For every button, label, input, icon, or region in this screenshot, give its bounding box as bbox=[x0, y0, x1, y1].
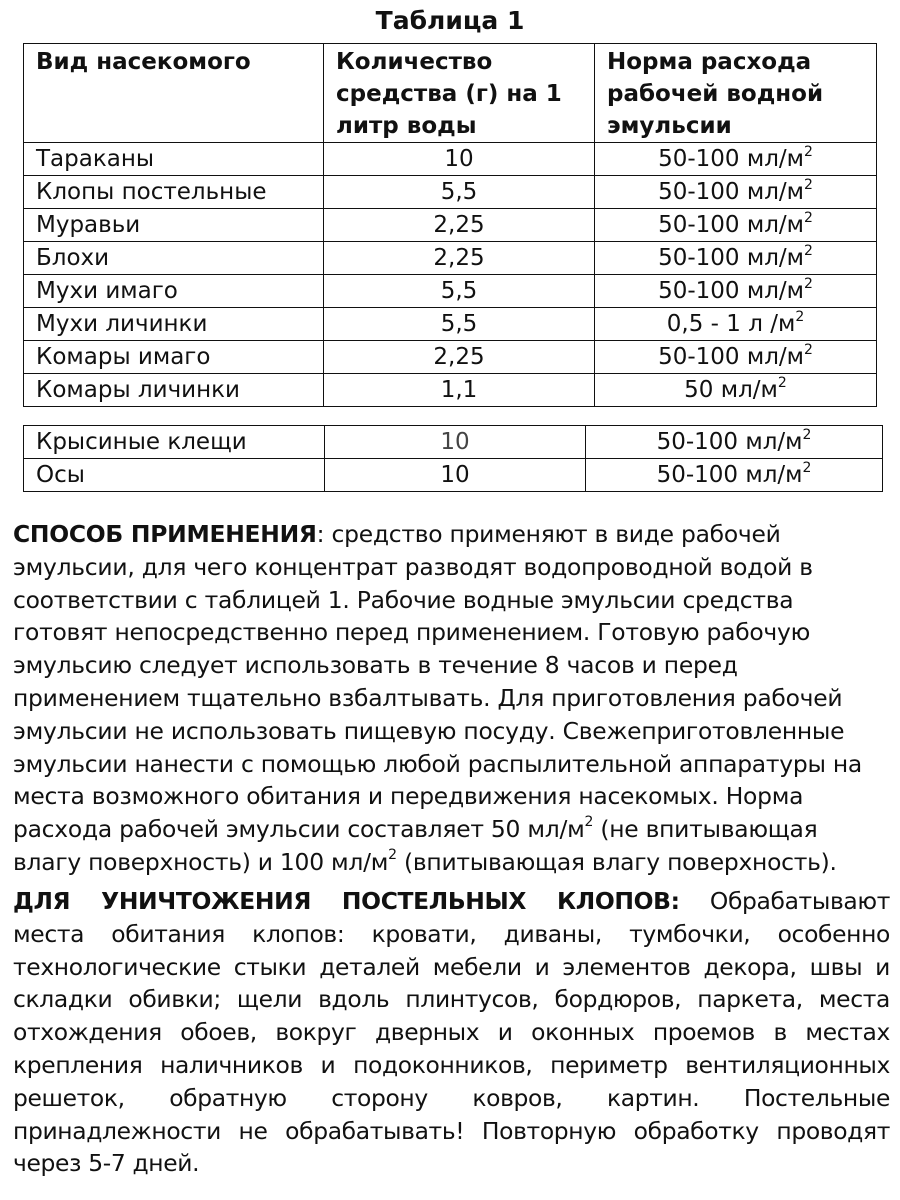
paragraph-line bbox=[13, 846, 837, 879]
line-text: (впитывающая влагу поверхность). bbox=[396, 847, 837, 876]
paragraph-line: места возможного обитания и передвижения насекомых. Норма bbox=[13, 782, 804, 811]
rate-value: 50-100 мл/м bbox=[656, 462, 803, 488]
insect-cell: Тараканы bbox=[24, 143, 324, 176]
insect-cell: Комары личинки bbox=[24, 374, 324, 407]
header-rate: Норма расхода рабочей водной эмульсии bbox=[595, 44, 877, 143]
rate-superscript: 2 bbox=[804, 210, 813, 226]
insect-cell: Клопы постельные bbox=[24, 176, 324, 209]
insect-cell: Мухи личинки bbox=[24, 308, 324, 341]
superscript: 2 bbox=[584, 814, 594, 831]
rate-cell bbox=[595, 176, 877, 209]
dosage-table-continued bbox=[23, 425, 883, 492]
amount-cell: 2,25 bbox=[324, 341, 595, 374]
rate-value: 50-100 мл/м bbox=[658, 245, 804, 271]
table-row bbox=[24, 143, 877, 176]
rate-value: 50-100 мл/м bbox=[658, 278, 804, 304]
paragraph-line: через 5-7 дней. bbox=[13, 1149, 200, 1178]
paragraph-line: эмульсии, для чего концентрат разводят водопроводной водой в bbox=[13, 552, 813, 581]
dosage-table bbox=[23, 43, 877, 407]
paragraph-line: складки обивки; щели вдоль плинтусов, бордюров, паркета, места bbox=[13, 985, 890, 1014]
table-row bbox=[24, 341, 877, 374]
rate-superscript: 2 bbox=[804, 342, 813, 358]
paragraph-line: применением тщательно взбалтывать. Для приготовления рабочей bbox=[13, 683, 843, 712]
rate-value: 50-100 мл/м bbox=[658, 179, 804, 205]
amount-cell: 2,25 bbox=[324, 209, 595, 242]
rate-cell bbox=[595, 143, 877, 176]
line-text: Обрабатывают bbox=[679, 887, 890, 915]
bedbug-treatment-paragraph bbox=[13, 885, 890, 1180]
paragraph-line: решеток, обратную сторону ковров, картин. Постельные bbox=[13, 1083, 890, 1112]
table-row bbox=[24, 176, 877, 209]
superscript: 2 bbox=[388, 846, 397, 863]
amount-cell: 2,25 bbox=[324, 242, 595, 275]
rate-superscript: 2 bbox=[802, 427, 812, 443]
header-amount: Количество средства (г) на 1 литр воды bbox=[324, 44, 595, 143]
amount-cell: 10 bbox=[324, 143, 595, 176]
rate-superscript: 2 bbox=[804, 177, 813, 193]
insect-cell: Мухи имаго bbox=[24, 275, 324, 308]
paragraph-line bbox=[13, 518, 781, 551]
paragraph-line: эмульсии не использовать пищевую посуду. Свежеприготовленные bbox=[13, 716, 845, 745]
rate-cell bbox=[595, 275, 877, 308]
header-insect-type: Вид насекомого bbox=[24, 44, 324, 143]
line-text: расхода рабочей эмульсии составляет 50 мл/м bbox=[13, 815, 585, 844]
rate-cell bbox=[595, 308, 877, 341]
rate-superscript: 2 bbox=[804, 276, 813, 292]
table-row bbox=[24, 374, 877, 407]
rate-cell bbox=[595, 341, 877, 374]
rate-cell bbox=[595, 209, 877, 242]
paragraph-line: отхождения обоев, вокруг дверных и оконных проемов в местах bbox=[13, 1018, 890, 1047]
amount-cell: 5,5 bbox=[324, 308, 595, 341]
insect-cell: Муравьи bbox=[24, 209, 324, 242]
rate-value: 50-100 мл/м bbox=[658, 146, 804, 172]
section-heading: СПОСОБ ПРИМЕНЕНИЯ bbox=[13, 520, 317, 548]
insect-cell: Крысиные клещи bbox=[24, 426, 325, 459]
paragraph-line bbox=[13, 813, 817, 846]
rate-cell bbox=[586, 459, 883, 492]
rate-value: 0,5 - 1 л /м bbox=[666, 311, 796, 337]
amount-cell: 10 bbox=[325, 426, 586, 459]
rate-superscript: 2 bbox=[777, 375, 787, 391]
rate-cell bbox=[595, 242, 877, 275]
paragraph-line: эмульсию следует использовать в течение 8 часов и перед bbox=[13, 651, 738, 680]
paragraph-line: готовят непосредственно перед применением. Готовую рабочую bbox=[13, 618, 811, 647]
rate-cell bbox=[586, 426, 883, 459]
table-row bbox=[24, 308, 877, 341]
amount-cell: 5,5 bbox=[324, 275, 595, 308]
rate-superscript: 2 bbox=[795, 309, 805, 325]
rate-value: 50-100 мл/м bbox=[658, 212, 804, 238]
table-row bbox=[24, 242, 877, 275]
amount-cell: 1,1 bbox=[324, 374, 595, 407]
rate-cell bbox=[595, 374, 877, 407]
amount-cell: 5,5 bbox=[324, 176, 595, 209]
paragraph-line: эмульсии нанести с помощью любой распылительной аппаратуры на bbox=[13, 749, 862, 778]
rate-superscript: 2 bbox=[804, 144, 813, 160]
insect-cell: Осы bbox=[24, 459, 325, 492]
rate-value: 50-100 мл/м bbox=[658, 344, 804, 370]
paragraph-line: технологические стыки деталей мебели и элементов декора, швы и bbox=[13, 952, 890, 981]
line-text: : средство применяют в виде рабочей bbox=[316, 520, 781, 548]
table-row bbox=[24, 459, 883, 492]
paragraph-line bbox=[13, 885, 890, 918]
section-heading: ДЛЯ УНИЧТОЖЕНИЯ ПОСТЕЛЬНЫХ КЛОПОВ: bbox=[13, 887, 680, 915]
table-title: Таблица 1 bbox=[375, 6, 525, 35]
table-row bbox=[24, 275, 877, 308]
line-text: влагу поверхность) и 100 мл/м bbox=[13, 847, 389, 876]
paragraph-line: места обитания клопов: кровати, диваны, тумбочки, особенно bbox=[13, 919, 890, 948]
paragraph-line: соответствии с таблицей 1. Рабочие водные эмульсии средства bbox=[13, 585, 794, 614]
insect-cell: Комары имаго bbox=[24, 341, 324, 374]
rate-value: 50-100 мл/м bbox=[656, 429, 803, 455]
application-method-paragraph bbox=[13, 518, 890, 879]
paragraph-line: крепления наличников и подоконников, периметр вентиляционных bbox=[13, 1050, 890, 1079]
insect-cell: Блохи bbox=[24, 242, 324, 275]
rate-value: 50 мл/м bbox=[684, 377, 778, 403]
rate-superscript: 2 bbox=[802, 460, 812, 476]
rate-superscript: 2 bbox=[804, 243, 813, 259]
table-row bbox=[24, 209, 877, 242]
paragraph-line: принадлежности не обрабатывать! Повторную обработку проводят bbox=[13, 1116, 890, 1145]
table-row bbox=[24, 426, 883, 459]
line-text: (не впитывающая bbox=[593, 815, 818, 844]
amount-cell: 10 bbox=[325, 459, 586, 492]
table-header-row bbox=[24, 44, 877, 143]
